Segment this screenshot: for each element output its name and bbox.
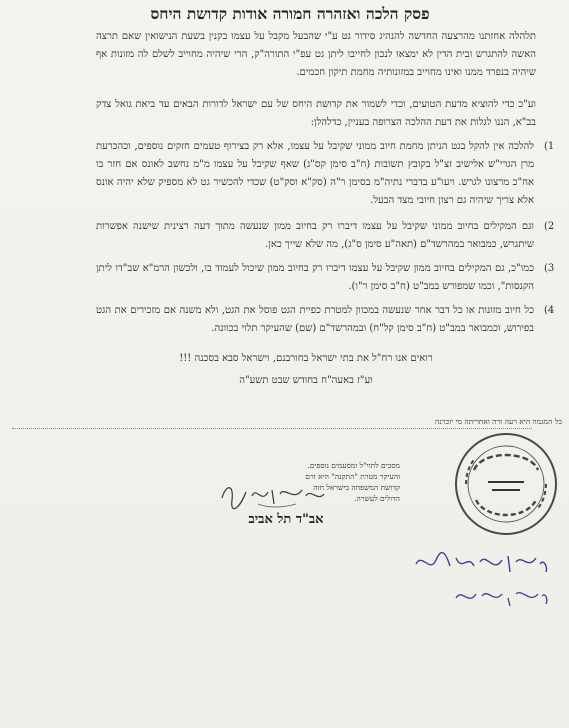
approval-line: קדושת המשפחה בישראל חזה — [313, 483, 400, 492]
handwritten-signature — [410, 548, 550, 580]
date-line: וע"ז באעה"ח בחודש שבט תשע"ה — [239, 375, 373, 386]
ruling-item-number: 1) — [544, 141, 555, 152]
ruling-item — [96, 218, 555, 254]
intro-paragraph: תלהלה אחזתנו מהרצעה החדשה להנהיג סידור גט ע"י שהבעל מקבל על עצמו בקנין בשעת הנישואין שאם תרצה האשה להתגרש ובית הדין לא ימצאו לנכון לחייבו ליתן גט עפ"י התורה"ק, הרי שיהיה מחוייב לשלם לה מזונות אף שיהיה בנפרד ממנו ואינו מחוייב במזונותיה מחמת תיקון חכמים. — [96, 31, 536, 78]
handwritten-signature — [450, 584, 550, 610]
ruling-item-text: וגם המקילים בחיוב ממוני שקיבל על עצמו דיברו רק בחיוב ממון שנעשה מתוך דעה רצינית שישנה אפשרות שיתגרש, כמבואר במהרשד"ם (תאה"ע סימן ס"ג), מה שלא שייך כאן. — [96, 221, 534, 250]
approval-line: מסכים לתוי"ל ומסעמים נוספים. — [307, 461, 400, 470]
second-paragraph: וע"כ כדי להוציא מדעת הטועים, וכדי לשמור את קדושת היחס של עם ישראל לדורות הבאים עד ביאת גואל צדק בב"א, הננו לגלות את דעת ההלכה הצרופה בעניין, כדלהלן: — [96, 99, 536, 128]
dotted-separator — [12, 428, 532, 429]
ruling-item-number: 4) — [544, 305, 555, 316]
ruling-item-number: 3) — [544, 263, 555, 274]
ruling-item-text: כל חיוב מזונות או כל דבר אחר שנעשה במכוון למטרת כפיית הגט פוסל את הגט, ולא משנה אם מזכירים את הגט בפירוש, וכמבואר במב"ט (ח"ב סימן קל"ח) ובמהרשד"ם (שם) שהעיקר תלוי בכוונה. — [96, 305, 534, 334]
approval-line: הדולים לעשרה. — [354, 494, 400, 503]
ruling-item-text: כמו"כ, גם המקילים בחיוב ממון שקיבל על עצמו דיברו רק בחיוב ממון שיכול לעמוד בו, ולכשון הרמ"א שב"דו ליתן הקנסות", וכמו שמפורש במב"ט (ח"ב סימן ר"ו). — [96, 263, 534, 292]
ruling-item-number: 2) — [544, 221, 555, 232]
rabbinical-stamp — [452, 430, 560, 538]
closing-line: רואים אנו רח"ל את בתי ישראל בחורבנם, וישראל סבא בסכנה !!! — [179, 353, 433, 364]
court-name: אב"ד תל אביב — [248, 512, 324, 527]
approval-line: והעיקר מטרת "התקנה" היא זרם — [305, 472, 400, 481]
document-title: פסק הלכה ואזהרה חמורה אודות קדושת היחס — [150, 4, 430, 23]
signature-scribble — [212, 478, 332, 514]
ruling-item — [96, 260, 555, 296]
ruling-item-text: להלכה אין להקל בגט הניתן מחמת חיוב ממוני שקיבל על עצמו, אלא רק בצירוף טעמים חזקים נוספים, וכהכרעת מרן הגרי"ש אלישיב זצ"ל בקובץ תשובות (ח"ב סימן קס"ג) שאף שקיבל על עצמו מ"מ נחשב לאונס אם חזר בו אח"כ מרצונו לגרש. ויעו"ע בדברי נתיה"מ בסימן ר"ה (סק"א וסק"ט) שכדי להכשיר גט לא מספיק שלא יהיה אונס אלא צריך שיהיה גם רצון חיובי מצד הבעל. — [96, 141, 534, 206]
ruling-item — [96, 138, 555, 210]
separator-note: כל המגמה היא רעה זרה ואחריתה מי יזכרנה — [435, 417, 562, 426]
ruling-item — [96, 302, 555, 338]
